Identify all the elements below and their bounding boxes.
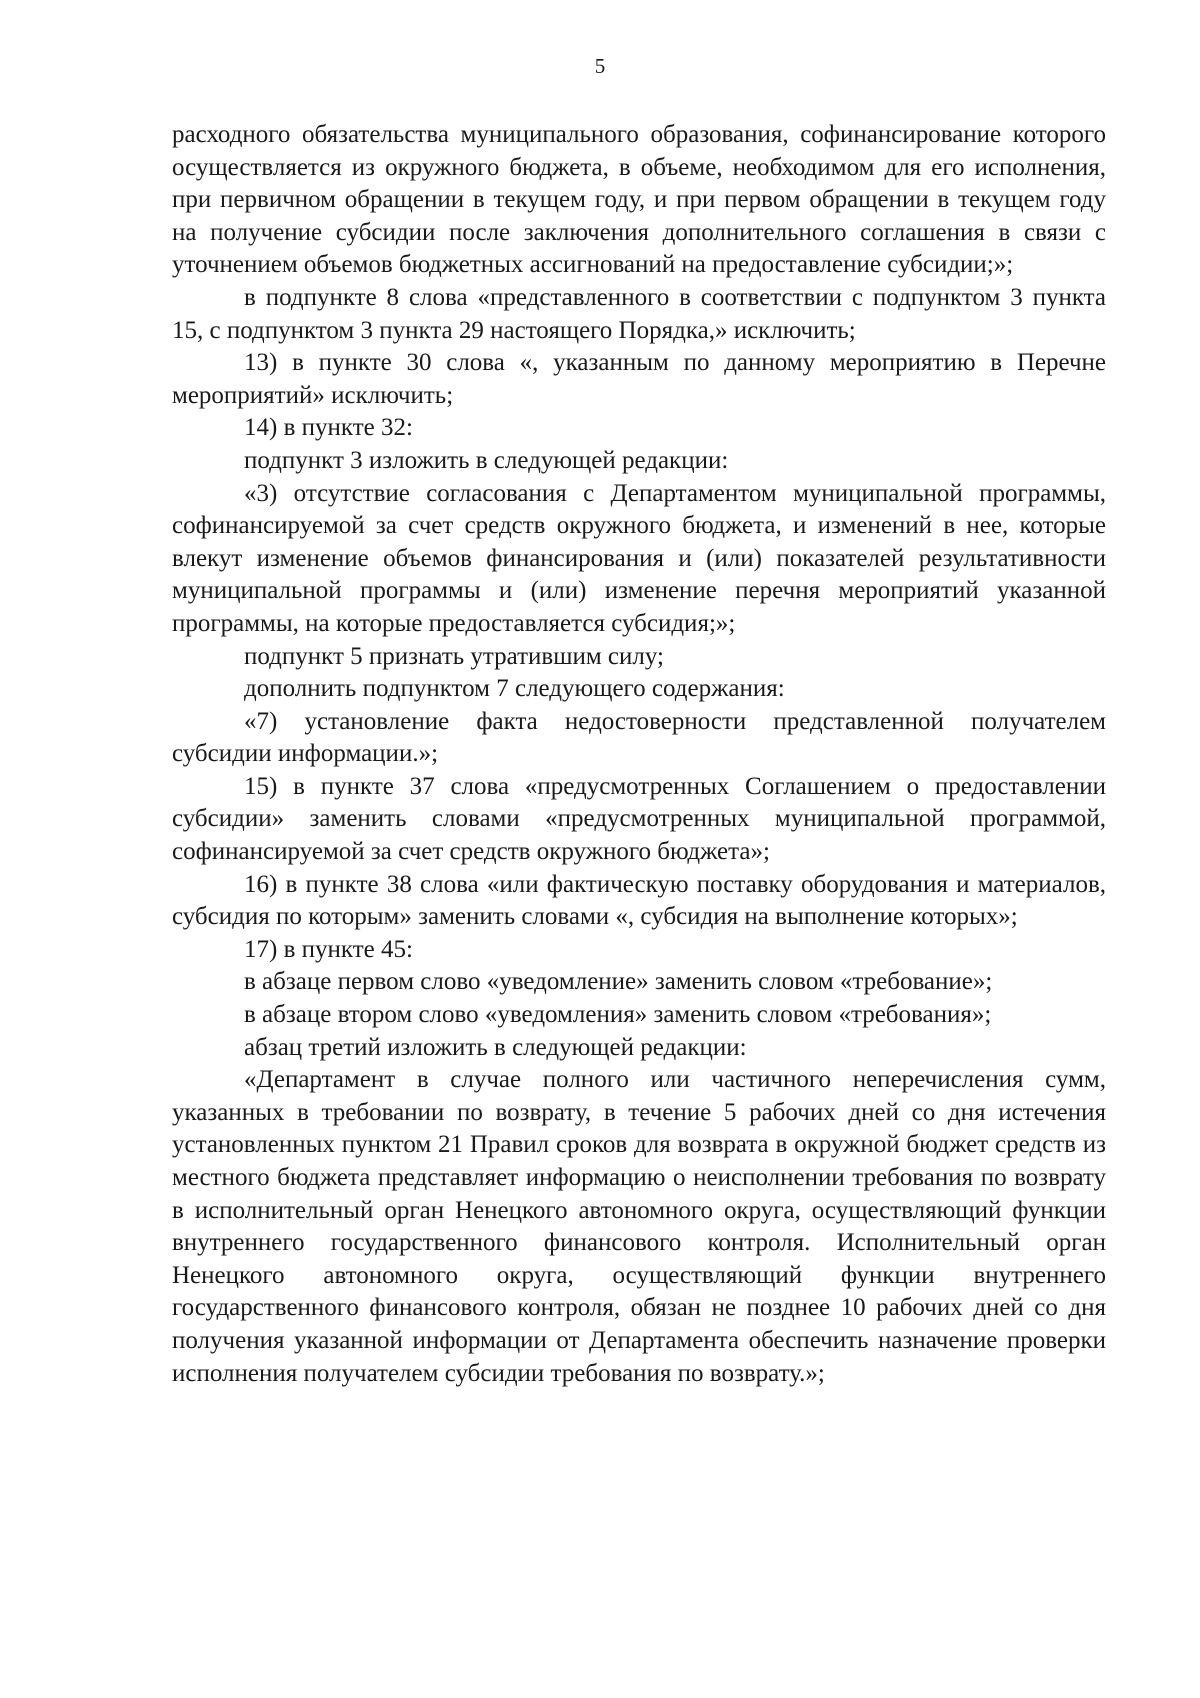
paragraph: в подпункте 8 слова «представленного в соответствии с подпунктом 3 пункта 15, с подпунктом 3 пункта 29 настоящего Порядка,» исключить; <box>172 283 1106 344</box>
paragraph: «3) отсутствие согласования с Департаментом муниципальной программы, софинансируемой за счет средств окружного бюджета, и изменений в нее, которые влекут изменение объемов финансирования и (или) показателей результативности муниципальной программы и (или) изменение перечня мероприятий указанной программы, на которые предоставляется субсидия;»; <box>172 479 1106 637</box>
paragraph-continuation: расходного обязательства муниципального образования, софинансирование которого осуществляется из окружного бюджета, в объеме, необходимом для его исполнения, при первичном обращении в текущем году, и при первом обращении в текущем году на получение субсидии после заключения дополнительного соглашения в связи с уточнением объемов бюджетных ассигнований на предоставление субсидии;»; <box>172 121 1106 279</box>
paragraph: в абзаце втором слово «уведомления» заменить словом «требования»; <box>244 1001 992 1029</box>
paragraph: «7) установление факта недостоверности представленной получателем субсидии информации.»; <box>172 707 1106 768</box>
paragraph: в абзаце первом слово «уведомление» заменить словом «требование»; <box>244 968 993 996</box>
paragraph: подпункт 5 признать утратившим силу; <box>244 642 664 670</box>
paragraph: 15) в пункте 37 слова «предусмотренных Соглашением о предоставлении субсидии» заменить словами «предусмотренных муниципальной программой, софинансируемой за счет средств окружного бюджета»; <box>172 772 1106 866</box>
paragraph: 17) в пункте 45: <box>244 935 413 963</box>
paragraph: подпункт 3 изложить в следующей редакции: <box>244 446 729 474</box>
document-body <box>172 119 1106 1390</box>
paragraph: дополнить подпунктом 7 следующего содержания: <box>244 675 785 703</box>
paragraph: «Департамент в случае полного или частичного неперечисления сумм, указанных в требовании по возврату, в течение 5 рабочих дней со дня истечения установленных пунктом 21 Правил сроков для возврата в окружной бюджет средств из местного бюджета представляет информацию о неисполнении требования по возврату в исполнительный орган Ненецкого автономного округа, осуществляющий функции внутреннего государственного финансового контроля. Исполнительный орган Ненецкого автономного округа, осуществляющий функции внутреннего государственного финансового контроля, обязан не позднее 10 рабочих дней со дня получения указанной информации от Департамента обеспечить назначение проверки исполнения получателем субсидии требования по возврату.»; <box>172 1066 1106 1387</box>
paragraph: 14) в пункте 32: <box>244 414 413 442</box>
page-number: 5 <box>594 54 606 78</box>
paragraph: 16) в пункте 38 слова «или фактическую поставку оборудования и материалов, субсидия по которым» заменить словами «, субсидия на выполнение которых»; <box>172 870 1106 931</box>
paragraph: 13) в пункте 30 слова «, указанным по данному мероприятию в Перечне мероприятий» исключить; <box>172 349 1106 409</box>
paragraph: абзац третий изложить в следующей редакции: <box>244 1033 747 1061</box>
